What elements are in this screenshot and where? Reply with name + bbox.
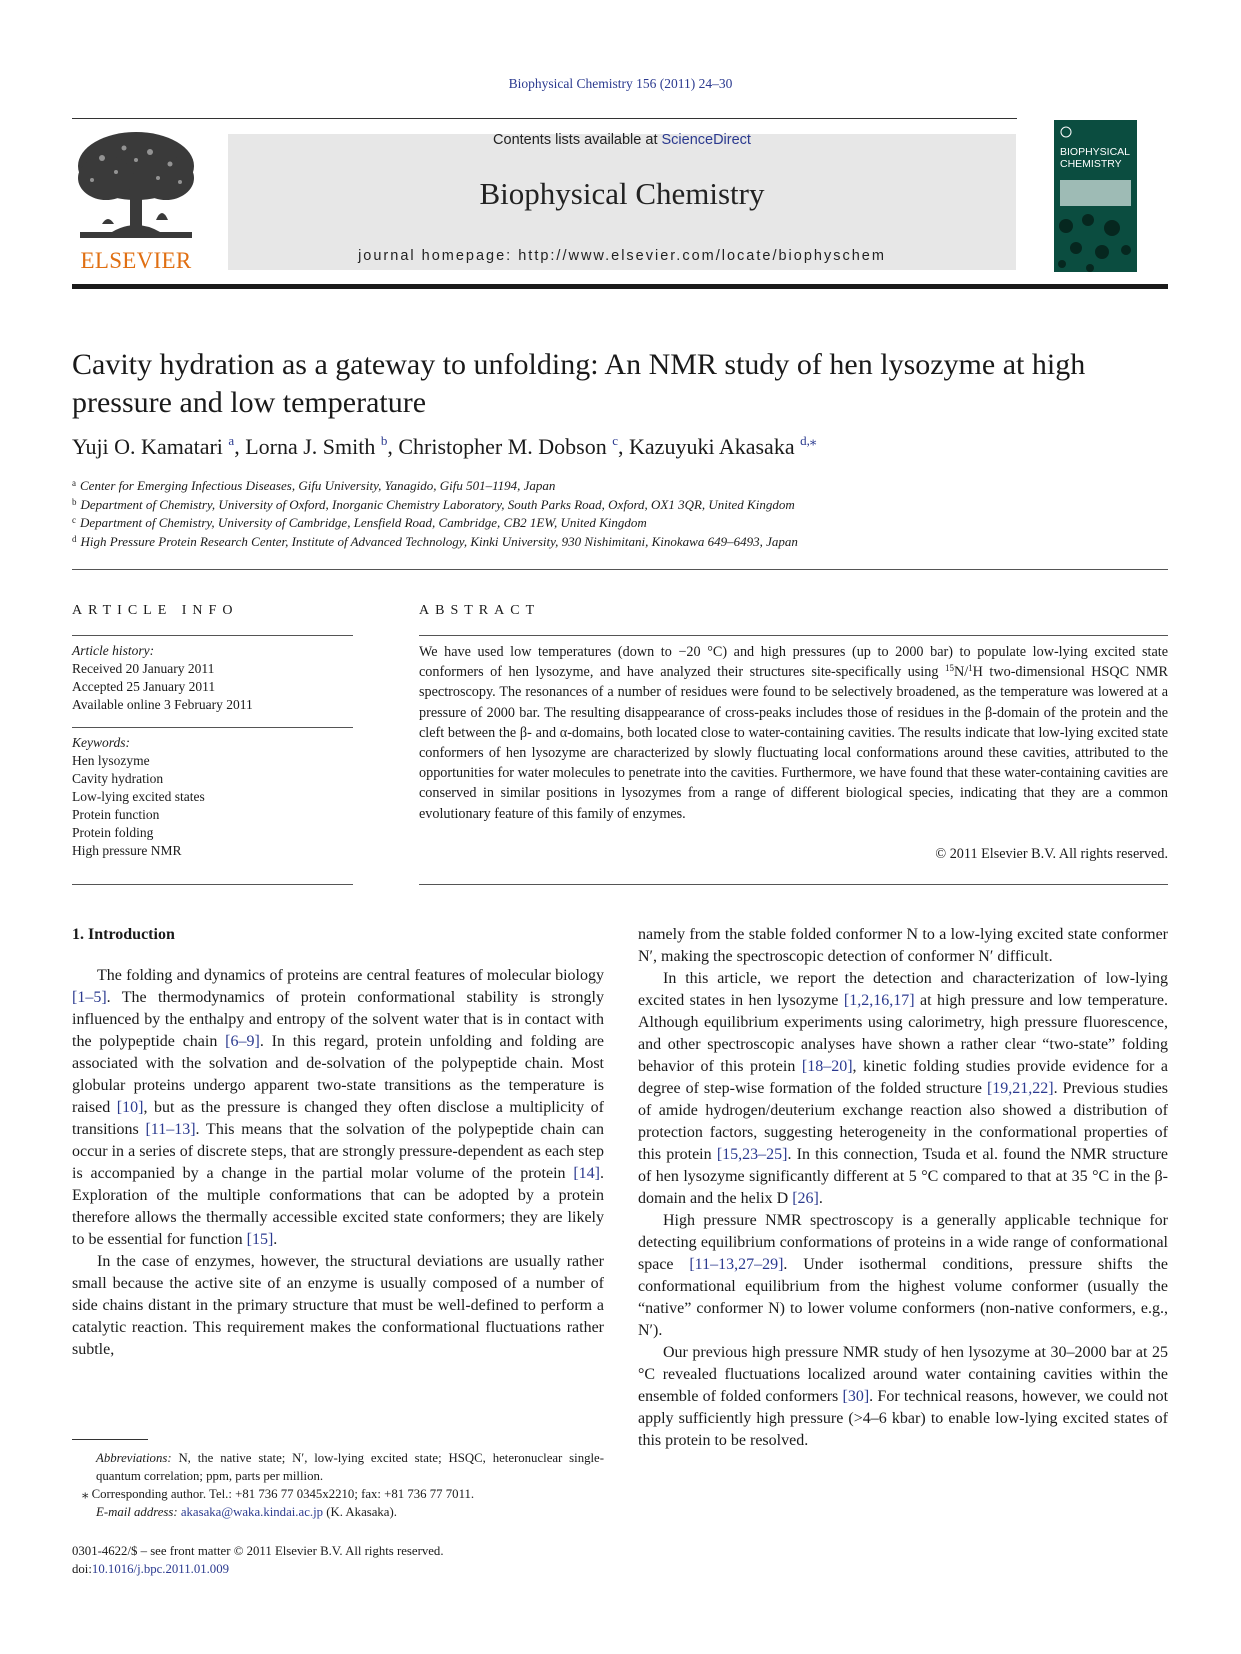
- body-text: , but as the pressure is changed they often disclose a multiplicity of transitions: [72, 1099, 605, 1138]
- body-text: . Under isothermal conditions, pressure shifts the conformational equilibrium from the highest volume conformer (usually the “native” conformer N) to lower volume conformers (non-native conformers, e.g., N′).: [638, 1256, 1168, 1339]
- article-title: Cavity hydration as a gateway to unfolding: An NMR study of hen lysozyme at high pressure and low temperature: [72, 348, 1086, 419]
- citation-link[interactable]: [19,21,22]: [986, 1080, 1054, 1097]
- keyword-item: Low-lying excited states: [72, 789, 205, 804]
- history-received: Received 20 January 2011: [72, 661, 215, 676]
- keywords-rule: [72, 727, 353, 728]
- citation-link[interactable]: [14]: [573, 1165, 600, 1182]
- email-link[interactable]: akasaka@waka.kindai.ac.jp: [180, 1505, 324, 1519]
- body-text: Our previous high pressure NMR study of hen lysozyme at 30–2000 bar at 25 °C revealed fluctuations localized around water containing cavities within the ensemble of folded conformers: [638, 1344, 1168, 1405]
- history-label: Article history:: [72, 643, 155, 658]
- body-text: . Exploration of the multiple conformations that can be adopted by a protein therefore allows the thermally accessible excited state conformers; they are likely to be essential for function: [72, 1165, 604, 1248]
- author-separator: ,: [387, 434, 399, 459]
- email-footnote: [72, 1503, 604, 1521]
- cover-band: [1060, 180, 1131, 206]
- citation-link[interactable]: [11–13]: [145, 1121, 196, 1138]
- abbreviations-label: Abbreviations:: [96, 1451, 172, 1465]
- citation-link[interactable]: [15,23–25]: [716, 1146, 788, 1163]
- keyword-list: [72, 752, 353, 860]
- isotope-superscript: 15: [944, 663, 954, 674]
- abstract-bottom-rule: [419, 884, 1168, 885]
- citation-link[interactable]: [10]: [116, 1099, 144, 1116]
- keyword-item: High pressure NMR: [72, 843, 182, 858]
- body-paragraph: [638, 1342, 1168, 1452]
- abstract-copyright: © 2011 Elsevier B.V. All rights reserved.: [935, 846, 1168, 862]
- citation-link[interactable]: [6–9]: [225, 1033, 260, 1050]
- affiliation-marker[interactable]: c: [612, 433, 619, 448]
- doi-line: [72, 1560, 604, 1578]
- affiliation-label: b: [72, 496, 77, 507]
- body-text: The folding and dynamics of proteins are central features of molecular biology: [97, 967, 604, 984]
- author-separator: ,: [234, 434, 246, 459]
- affiliation-item: [72, 514, 1172, 533]
- affiliation-text: Department of Chemistry, University of Oxford, Inorganic Chemistry Laboratory, South Parks Road, Oxford, OX1 3QR, United Kingdom: [80, 496, 795, 512]
- cover-title-line: BIOPHYSICAL: [1060, 146, 1131, 158]
- affiliation-text: High Pressure Protein Research Center, Institute of Advanced Technology, Kinki University, 930 Nishimitani, Kinokawa 649–6493, Japan: [80, 533, 798, 549]
- cover-publisher-icon: [1060, 126, 1072, 138]
- email-suffix: (K. Akasaka).: [323, 1505, 397, 1519]
- body-paragraph: [638, 968, 1168, 1210]
- contents-prefix: Contents lists available at: [493, 132, 662, 148]
- abbreviations-footnote: [72, 1449, 604, 1485]
- abstract-part: N/: [953, 664, 969, 681]
- author-name: Yuji O. Kamatari: [72, 434, 223, 459]
- abstract-text: [419, 642, 1168, 824]
- cover-spheres-graphic: [1054, 212, 1137, 272]
- citation-link[interactable]: [26]: [792, 1190, 819, 1207]
- affiliation-text: Center for Emerging Infectious Diseases, Gifu University, Yanagido, Gifu 501–1194, Japan: [80, 478, 556, 493]
- body-right-column: [638, 924, 1168, 1452]
- article-info-heading: ARTICLE INFO: [72, 603, 239, 618]
- citation-link[interactable]: [11–13,27–29]: [689, 1256, 784, 1273]
- front-matter: [72, 1542, 604, 1578]
- publisher-name: ELSEVIER: [80, 248, 192, 273]
- citation-link[interactable]: [15]: [246, 1231, 274, 1248]
- author-name: Kazuyuki Akasaka: [629, 434, 795, 459]
- cover-title: [1060, 146, 1130, 170]
- issn-line: 0301-4622/$ – see front matter © 2011 Elsevier B.V. All rights reserved.: [72, 1544, 444, 1558]
- header-thick-rule: [72, 284, 1168, 289]
- body-text: . In this connection, Tsuda et al. found the NMR structure of hen lysozyme significantly different at 5 °C compared to that at 35 °C in the β-domain and the helix D: [638, 1146, 1169, 1207]
- keyword-item: Protein function: [72, 807, 160, 822]
- abstract-part: We have used low temperatures (down to −20 °C) and high pressures (up to 2000 bar) to populate low-lying excited state conformers of hen lysozyme, and have analyzed their structures site-specifically using: [419, 644, 1168, 681]
- section-heading-introduction: 1. Introduction: [72, 926, 175, 943]
- body-text: .: [273, 1231, 278, 1248]
- body-text: High pressure NMR spectroscopy is a generally applicable technique for detecting equilibrium conformations of proteins in a wide range of conformational space: [638, 1212, 1168, 1273]
- body-text: In this article, we report the detection and characterization of low-lying excited states in hen lysozyme: [638, 970, 1168, 1009]
- article-info-bottom-rule: [72, 884, 353, 885]
- journal-cover-thumbnail[interactable]: [1054, 120, 1137, 272]
- affiliation-text: Department of Chemistry, University of Cambridge, Lensfield Road, Cambridge, CB2 1EW, United Kingdom: [80, 515, 647, 530]
- affiliation-item: [72, 533, 1172, 552]
- sciencedirect-link[interactable]: ScienceDirect: [661, 132, 751, 148]
- body-text: . Previous studies of amide hydrogen/deuterium exchange reaction also showed a distribution of protection factors, suggesting heterogeneity in the conformational properties of this protein: [638, 1080, 1168, 1163]
- keywords-block: [72, 734, 353, 860]
- author-name: Christopher M. Dobson: [398, 434, 607, 459]
- journal-homepage-link[interactable]: journal homepage: http://www.elsevier.com/locate/biophyschem: [358, 248, 886, 264]
- abstract-heading: ABSTRACT: [419, 603, 541, 618]
- email-label: E-mail address:: [96, 1505, 178, 1519]
- affiliation-label: c: [72, 515, 76, 525]
- affiliation-marker[interactable]: a: [228, 433, 235, 448]
- history-online: Available online 3 February 2011: [72, 697, 253, 712]
- body-text: , kinetic folding studies provide evidence for a degree of step-wise formation of the folded structure: [638, 1058, 1168, 1097]
- author-name: Lorna J. Smith: [245, 434, 376, 459]
- corresponding-mark: ⁎: [82, 1487, 89, 1501]
- corresponding-footnote: [72, 1485, 604, 1503]
- section-rule: [72, 569, 1168, 570]
- body-text: . For technical reasons, however, we could not apply sufficiently high pressure (>4–6 kbar) to enable low-lying excited states of this protein to be resolved.: [638, 1388, 1169, 1449]
- author-separator: ,: [618, 434, 630, 459]
- elsevier-tree-icon: [72, 128, 200, 246]
- doi-link[interactable]: 10.1016/j.bpc.2011.01.009: [91, 1562, 230, 1576]
- affiliation-label: a: [72, 478, 76, 488]
- keyword-item: Hen lysozyme: [72, 753, 150, 768]
- abstract-part: H two-dimensional HSQC NMR spectroscopy. The resonances of a number of residues were found to be selectively broadened, as the temperature was lowered at a pressure of 2000 bar. The resulting disappearance of cross-peaks includes those of residues in the β-domain of the protein and the cleft between the β- and α-domains, both located close to water-containing cavities. The results indicate that low-lying excited state conformers of hen lysozyme are characterized by slowly fluctuating local conformations around these cavities, attributed to the opportunities for water molecules to penetrate into the cavities. Furthermore, we have found that these water-containing cavities are conserved in similar positions in lysozymes from a range of different biological species, indicating that they are a common evolutionary feature of this family of enzymes.: [419, 664, 1168, 822]
- body-paragraph: [638, 1210, 1168, 1342]
- journal-banner: [228, 134, 1016, 270]
- corresponding-text: Corresponding author. Tel.: +81 736 77 0345x2210; fax: +81 736 77 7011.: [88, 1487, 475, 1501]
- body-left-column: [72, 924, 604, 1361]
- body-text: . The thermodynamics of protein conformational stability is strongly influenced by the enthalpy and entropy of the solvent water that is in contact with the polypeptide chain: [72, 989, 604, 1050]
- isotope-superscript: 1: [968, 663, 973, 674]
- footnotes: [72, 1449, 604, 1521]
- affiliation-label: d: [72, 533, 77, 544]
- body-text: .: [818, 1190, 823, 1207]
- article-info-rule: [72, 635, 353, 636]
- author-list: [72, 434, 1172, 460]
- affiliation-list: [72, 477, 1172, 551]
- body-text: . In this regard, protein unfolding and folding are associated with the solvation and de-solvation of the polypeptide chain. Most globular proteins undergo apparent two-state transitions as the temperature is raised: [72, 1033, 605, 1116]
- history-accepted: Accepted 25 January 2011: [72, 679, 216, 694]
- body-paragraph: namely from the stable folded conformer N to a low-lying excited state conformer N′, making the spectroscopic detection of conformer N′ difficult.: [638, 926, 1168, 965]
- journal-citation[interactable]: Biophysical Chemistry 156 (2011) 24–30: [508, 76, 733, 91]
- affiliation-marker[interactable]: d,⁎: [800, 433, 817, 448]
- keyword-item: Cavity hydration: [72, 771, 164, 786]
- keyword-item: Protein folding: [72, 825, 154, 840]
- citation-link[interactable]: [18–20]: [801, 1058, 853, 1075]
- article-history: [72, 642, 353, 714]
- body-text: . This means that the solvation of the polypeptide chain can occur in a series of discrete steps, that are strongly pressure-dependent as each step is accompanied by a change in the partial molar volume of the protein: [72, 1121, 604, 1182]
- journal-title: Biophysical Chemistry: [479, 176, 765, 211]
- abstract-rule: [419, 635, 1168, 636]
- keywords-label: Keywords:: [72, 735, 130, 750]
- abbreviations-text: N, the native state; N′, low-lying excited state; HSQC, heteronuclear single-quantum correlation; ppm, parts per million.: [96, 1451, 604, 1483]
- footnote-rule: [72, 1439, 148, 1440]
- elsevier-logo[interactable]: [72, 128, 200, 274]
- affiliation-item: [72, 496, 1172, 515]
- citation-link[interactable]: [1–5]: [72, 989, 107, 1006]
- citation-link[interactable]: [1,2,16,17]: [843, 992, 915, 1009]
- cover-title-line: CHEMISTRY: [1060, 158, 1122, 170]
- contents-line: [228, 132, 1016, 148]
- citation-link[interactable]: [30]: [842, 1388, 870, 1405]
- affiliation-marker[interactable]: b: [380, 433, 388, 448]
- doi-prefix: doi:: [72, 1562, 92, 1576]
- body-text: at high pressure and low temperature. Although equilibrium experiments using calorimetry, high pressure fluorescence, and other spectroscopic analyses have shown a rather clear “two-state” folding behavior of this protein: [638, 992, 1169, 1075]
- affiliation-item: [72, 477, 1172, 496]
- body-paragraph: In the case of enzymes, however, the structural deviations are usually rather small because the active site of an enzyme is usually composed of a number of side chains distant in the primary structure that must be well-defined to perform a catalytic reaction. This requirement makes the conformational fluctuations rather subtle,: [72, 1253, 604, 1358]
- header-rule: [72, 118, 1017, 119]
- body-paragraph: [72, 965, 604, 1251]
